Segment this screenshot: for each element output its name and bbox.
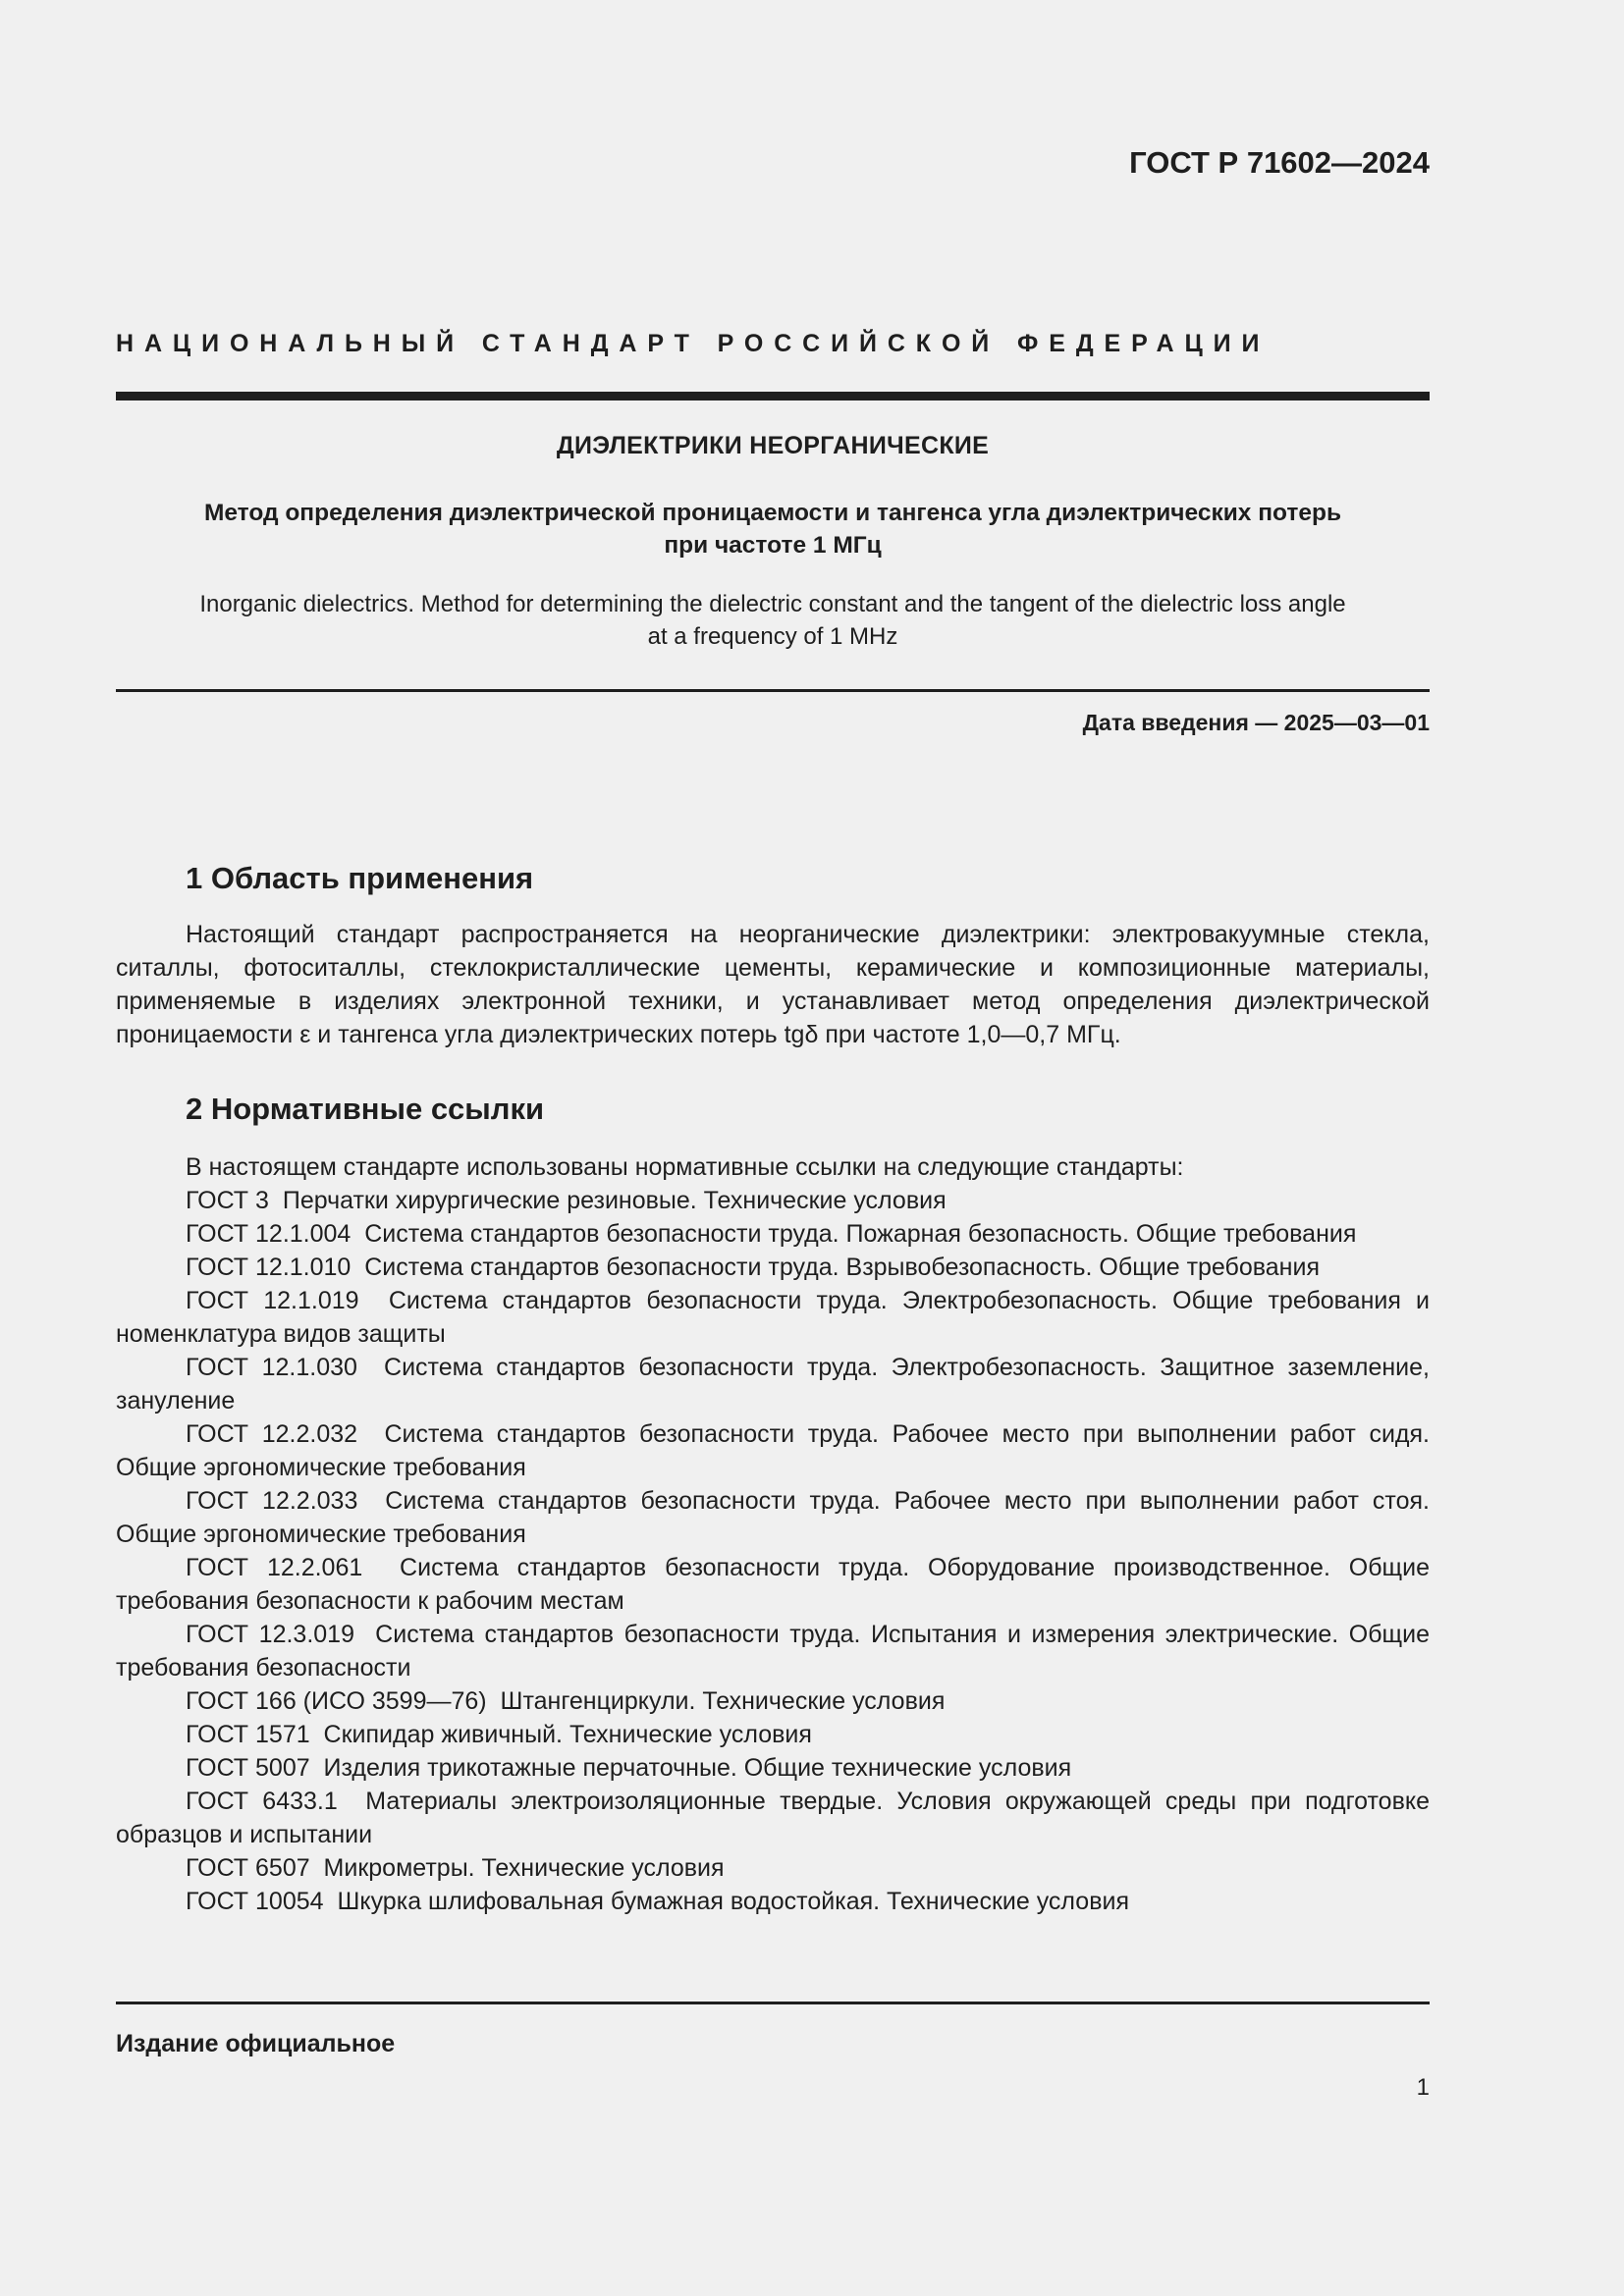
standard-number: ГОСТ Р 71602—2024 xyxy=(1129,145,1430,180)
scope-paragraph: Настоящий стандарт распространяется на неорганические диэлектрики: электровакуумные стекла, ситаллы, фотоситаллы, стеклокристаллические цементы, керамические и композиционные материалы, применяемые в изделиях электронной техники, и устанавливает метод определения диэлектрической проницаемости ε и тангенса угла диэлектрических потерь tgδ при частоте 1,0—0,7 МГц. xyxy=(116,921,1430,1048)
reference-title: Система стандартов безопасности труда. Испытания и измерения электрические. Общие требования безопасности xyxy=(116,1621,1430,1682)
reference-title: Штангенциркули. Технические условия xyxy=(500,1687,946,1715)
section-2-heading: 2 Нормативные ссылки xyxy=(186,1092,545,1126)
english-subtitle-line-2: at a frequency of 1 MHz xyxy=(647,623,898,650)
english-subtitle xyxy=(116,588,1430,653)
reference-code: ГОСТ 6433.1 xyxy=(186,1788,338,1815)
reference-title: Система стандартов безопасности труда. Электробезопасность. Защитное заземление, зануление xyxy=(116,1354,1430,1415)
reference-item xyxy=(116,1751,1430,1785)
reference-list xyxy=(116,1184,1430,1918)
reference-item xyxy=(116,1251,1430,1284)
reference-title: Система стандартов безопасности труда. Пожарная безопасность. Общие требования xyxy=(364,1220,1357,1248)
page-number: 1 xyxy=(1416,2074,1430,2101)
reference-code: ГОСТ 12.1.004 xyxy=(186,1220,352,1248)
reference-title: Материалы электроизоляционные твердые. Условия окружающей среды при подготовке образцов и испытании xyxy=(116,1788,1430,1848)
national-standard-banner: НАЦИОНАЛЬНЫЙ СТАНДАРТ РОССИЙСКОЙ ФЕДЕРАЦИИ xyxy=(116,330,1271,357)
reference-code: ГОСТ 12.1.030 xyxy=(186,1354,357,1381)
reference-code: ГОСТ 1571 xyxy=(186,1721,310,1748)
reference-code: ГОСТ 12.2.061 xyxy=(186,1554,363,1581)
reference-title: Система стандартов безопасности труда. Взрывобезопасность. Общие требования xyxy=(364,1254,1320,1281)
russian-subtitle xyxy=(116,497,1430,561)
reference-code: ГОСТ 12.3.019 xyxy=(186,1621,354,1648)
reference-item xyxy=(116,1785,1430,1851)
english-subtitle-line-1: Inorganic dielectrics. Method for determining the dielectric constant and the tangent of the dielectric loss angle xyxy=(199,591,1346,617)
reference-title: Шкурка шлифовальная бумажная водостойкая. Технические условия xyxy=(337,1888,1129,1915)
reference-title: Скипидар живичный. Технические условия xyxy=(323,1721,812,1748)
russian-subtitle-line-1: Метод определения диэлектрической проницаемости и тангенса угла диэлектрических потерь xyxy=(203,500,1342,526)
references-intro: В настоящем стандарте использованы нормативные ссылки на следующие стандарты: xyxy=(186,1153,1184,1181)
reference-code: ГОСТ 12.1.010 xyxy=(186,1254,352,1281)
reference-item xyxy=(116,1351,1430,1417)
document-title: ДИЭЛЕКТРИКИ НЕОРГАНИЧЕСКИЕ xyxy=(556,432,990,459)
reference-title: Изделия трикотажные перчаточные. Общие технические условия xyxy=(323,1754,1072,1782)
reference-code: ГОСТ 3 xyxy=(186,1187,269,1214)
reference-code: ГОСТ 6507 xyxy=(186,1854,310,1882)
reference-code: ГОСТ 166 (ИСО 3599—76) xyxy=(186,1687,487,1715)
thick-divider xyxy=(116,392,1430,400)
reference-code: ГОСТ 10054 xyxy=(186,1888,324,1915)
reference-title: Микрометры. Технические условия xyxy=(323,1854,725,1882)
reference-item xyxy=(116,1618,1430,1684)
reference-title: Система стандартов безопасности труда. Оборудование производственное. Общие требования безопасности к рабочим местам xyxy=(116,1554,1430,1615)
reference-title: Система стандартов безопасности труда. Электробезопасность. Общие требования и номенклатура видов защиты xyxy=(116,1287,1430,1348)
section-1-body xyxy=(116,918,1430,1051)
thin-divider-bottom xyxy=(116,2002,1430,2004)
reference-item xyxy=(116,1718,1430,1751)
reference-code: ГОСТ 12.2.032 xyxy=(186,1420,358,1448)
reference-item xyxy=(116,1417,1430,1484)
reference-title: Система стандартов безопасности труда. Рабочее место при выполнении работ стоя. Общие эргономические требования xyxy=(116,1487,1430,1548)
reference-item xyxy=(116,1885,1430,1918)
reference-item xyxy=(116,1284,1430,1351)
reference-item xyxy=(116,1551,1430,1618)
reference-item xyxy=(116,1851,1430,1885)
reference-item xyxy=(116,1217,1430,1251)
reference-item xyxy=(116,1184,1430,1217)
official-edition-note: Издание официальное xyxy=(116,2030,396,2057)
section-1-heading: 1 Область применения xyxy=(186,861,534,895)
reference-title: Перчатки хирургические резиновые. Технические условия xyxy=(282,1187,947,1214)
thin-divider-top xyxy=(116,689,1430,692)
reference-code: ГОСТ 12.1.019 xyxy=(186,1287,359,1314)
introduction-date: Дата введения — 2025—03—01 xyxy=(1082,710,1430,735)
section-2-body xyxy=(116,1150,1430,1918)
russian-subtitle-line-2: при частоте 1 МГц xyxy=(664,532,882,559)
reference-item xyxy=(116,1484,1430,1551)
reference-item xyxy=(116,1684,1430,1718)
reference-title: Система стандартов безопасности труда. Рабочее место при выполнении работ сидя. Общие эргономические требования xyxy=(116,1420,1430,1481)
reference-code: ГОСТ 12.2.033 xyxy=(186,1487,358,1515)
reference-code: ГОСТ 5007 xyxy=(186,1754,310,1782)
